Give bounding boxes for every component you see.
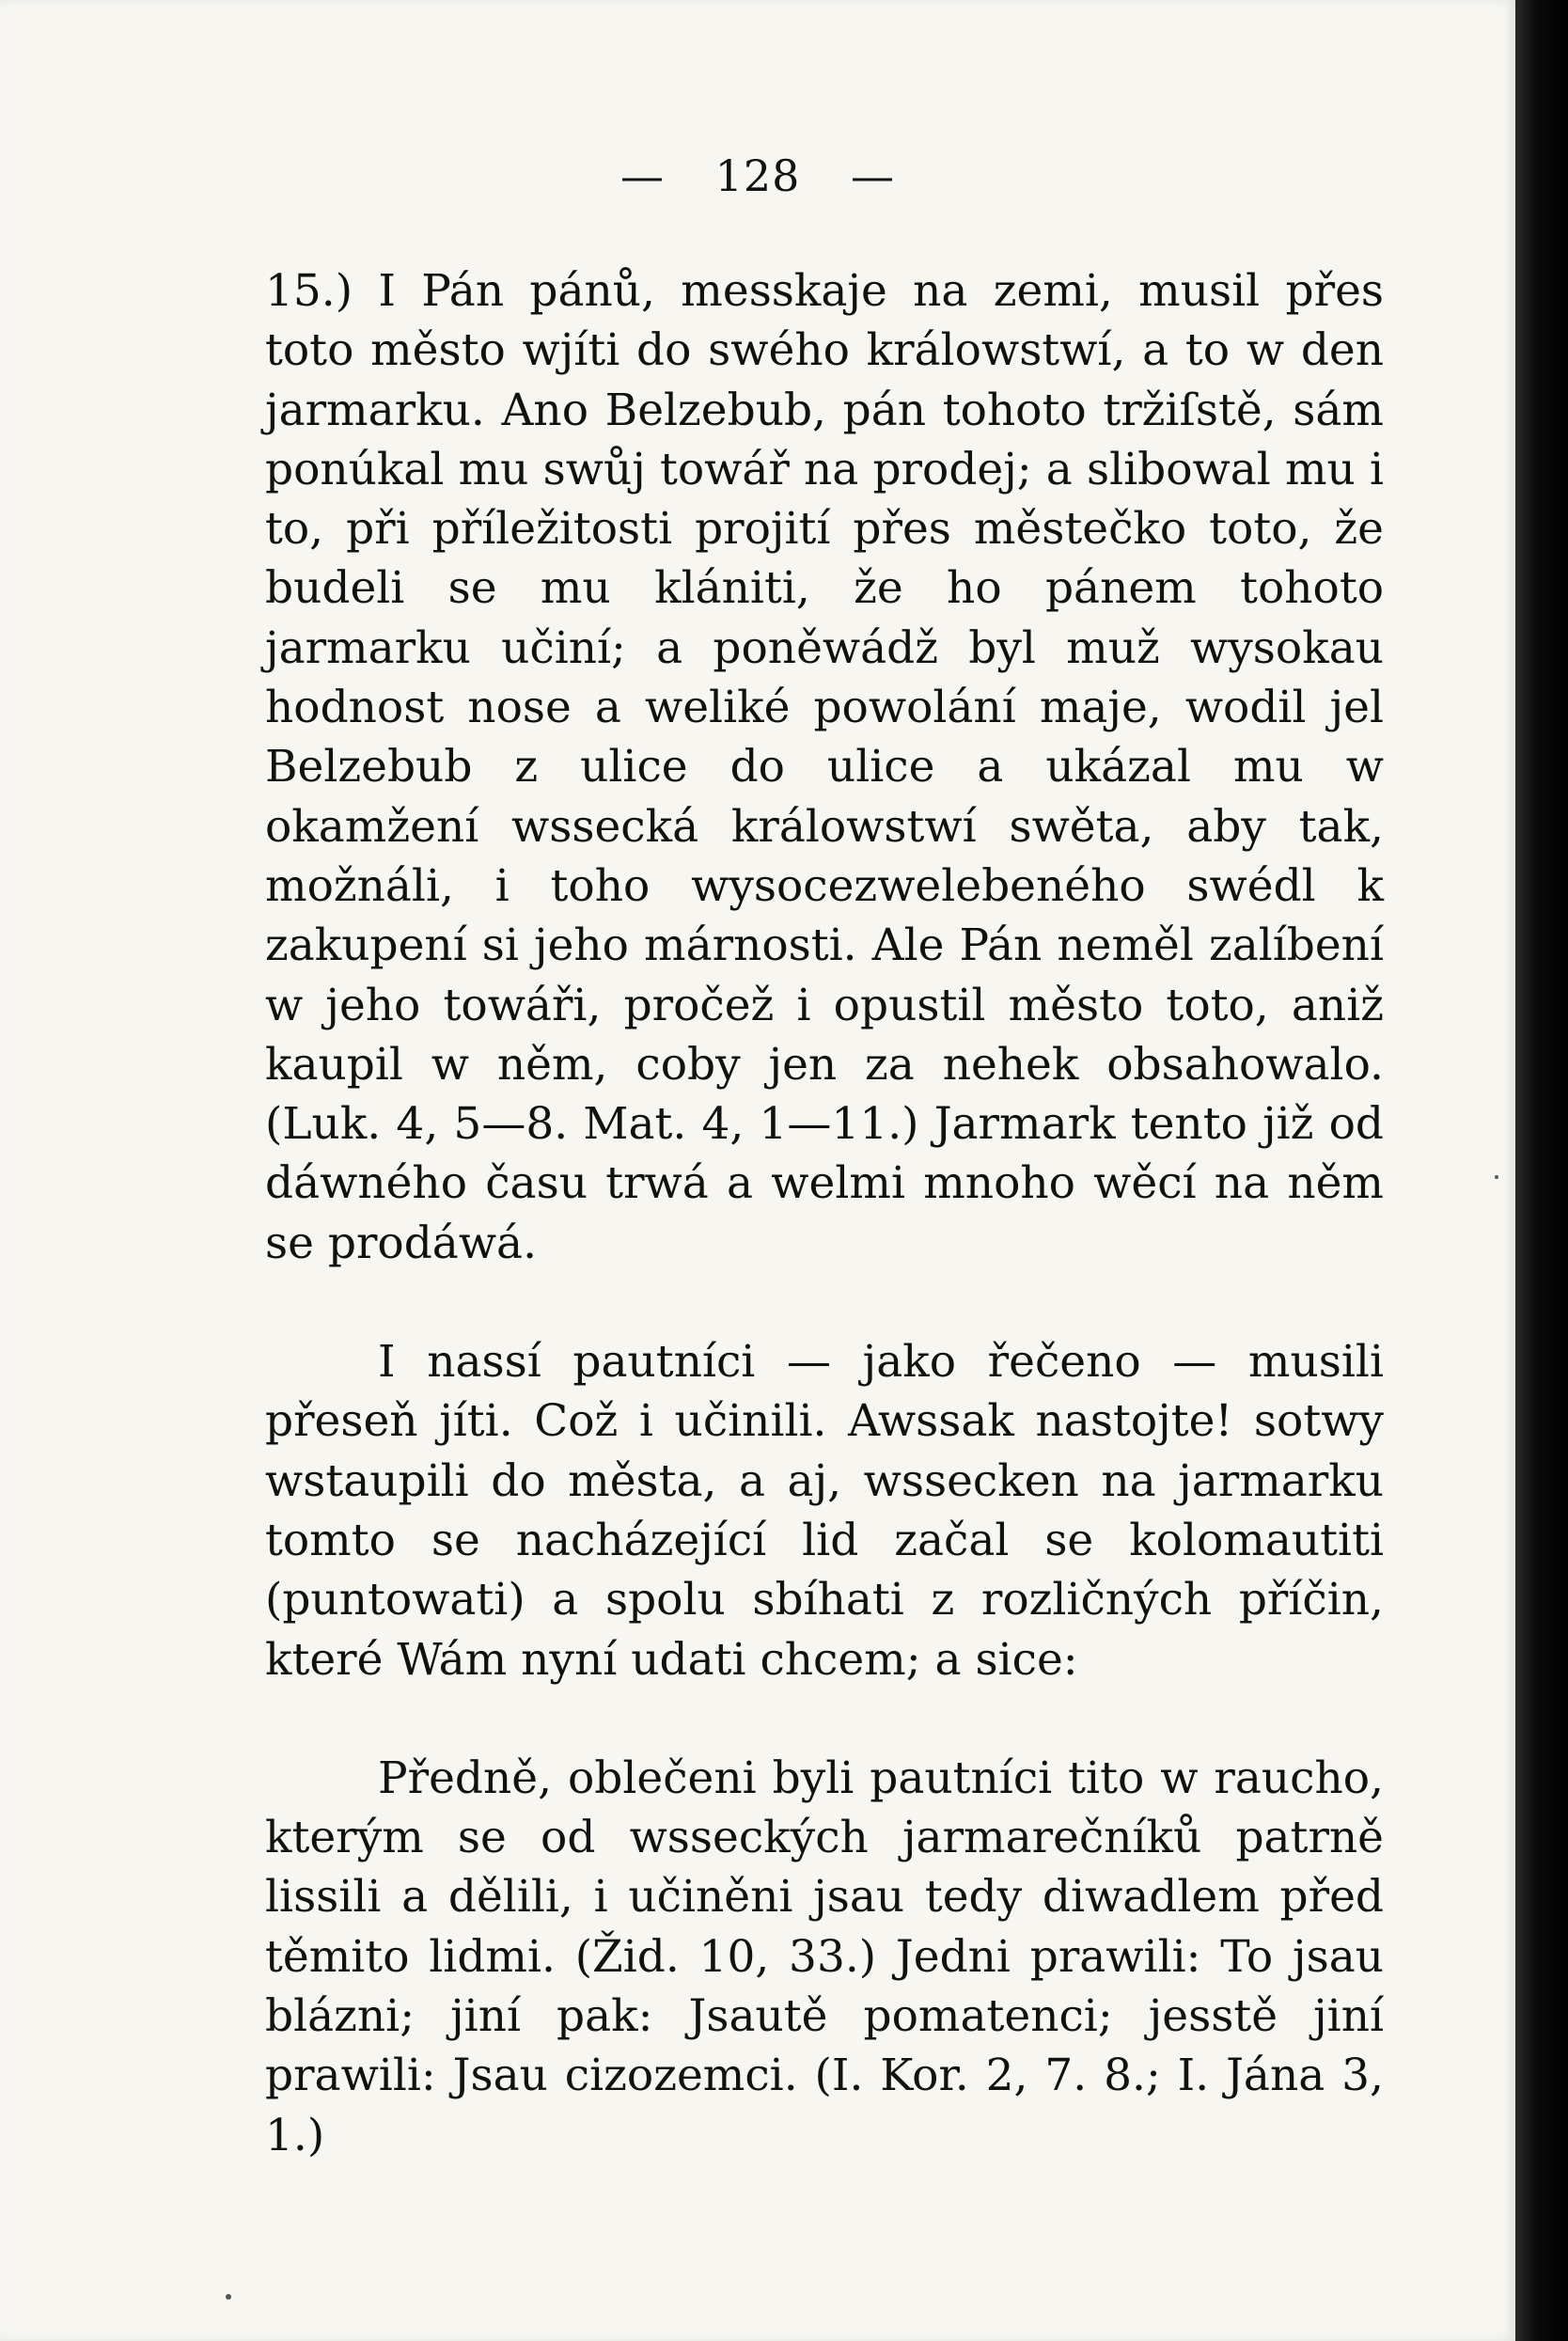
page-edge-shadow (1515, 0, 1568, 2341)
page-number: 128 (714, 150, 801, 201)
body-text (265, 261, 1384, 2165)
paragraph-1: 15.) I Pán pánů, messkaje na zemi, musil přes toto město wjíti do swého králowstwí, a to w den jarmarku. Ano Belzebub, pán tohoto tržiſstě, sám ponúkal mu swůj towář na prodej; a slibowal mu i to, při příležitosti projití přes městečko toto, že budeli se mu klániti, že ho pánem tohoto jarmarku učiní; a poněwádž byl muž wysokau hodnost nose a weliké powolání maje, wodil jel Belzebub z ulice do ulice a ukázal mu w okamžení wssecká králowstwí swěta, aby tak, možnáli, i toho wysocezwelebeného swédl k zakupení si jeho márnosti. Ale Pán neměl zalíbení w jeho towáři, pročež i opustil město toto, aniž kaupil w něm, coby jen za nehek obsahowalo. (Luk. 4, 5—8. Mat. 4, 1—11.) Jarmark tento již od dáwného času trwá a welmi mnoho wěcí na něm se prodáwá. (265, 265, 1384, 1269)
paper-speck (1495, 1175, 1498, 1179)
paper-speck (226, 2294, 231, 2300)
left-dash: — (619, 150, 665, 201)
right-dash: — (851, 150, 896, 201)
page-number-line (0, 150, 1515, 201)
paragraph-2: I nassí pautníci — jako řečeno — musili přeseň jíti. Což i učinili. Awssak nastojte! sotwy wstaupili do města, a aj, wssecken na jarmarku tomto se nacházející lid začal se kolomautiti (puntowati) a spolu sbíhati z rozličných příčin, které Wám nyní udati chcem; a sice: (265, 1336, 1384, 1686)
paragraph-3: Předně, oblečeni byli pautníci tito w raucho, kterým se od wsseckých jarmarečníků patrně lissili a dělili, i učiněni jsau tedy diwadlem před těmito lidmi. (Žid. 10, 33.) Jedni prawili: To jsau blázni; jiní pak: Jsautě pomatenci; jesstě jiní prawili: Jsau cizozemci. (I. Kor. 2, 7. 8.; I. Jána 3, 1.) (265, 1752, 1384, 2161)
